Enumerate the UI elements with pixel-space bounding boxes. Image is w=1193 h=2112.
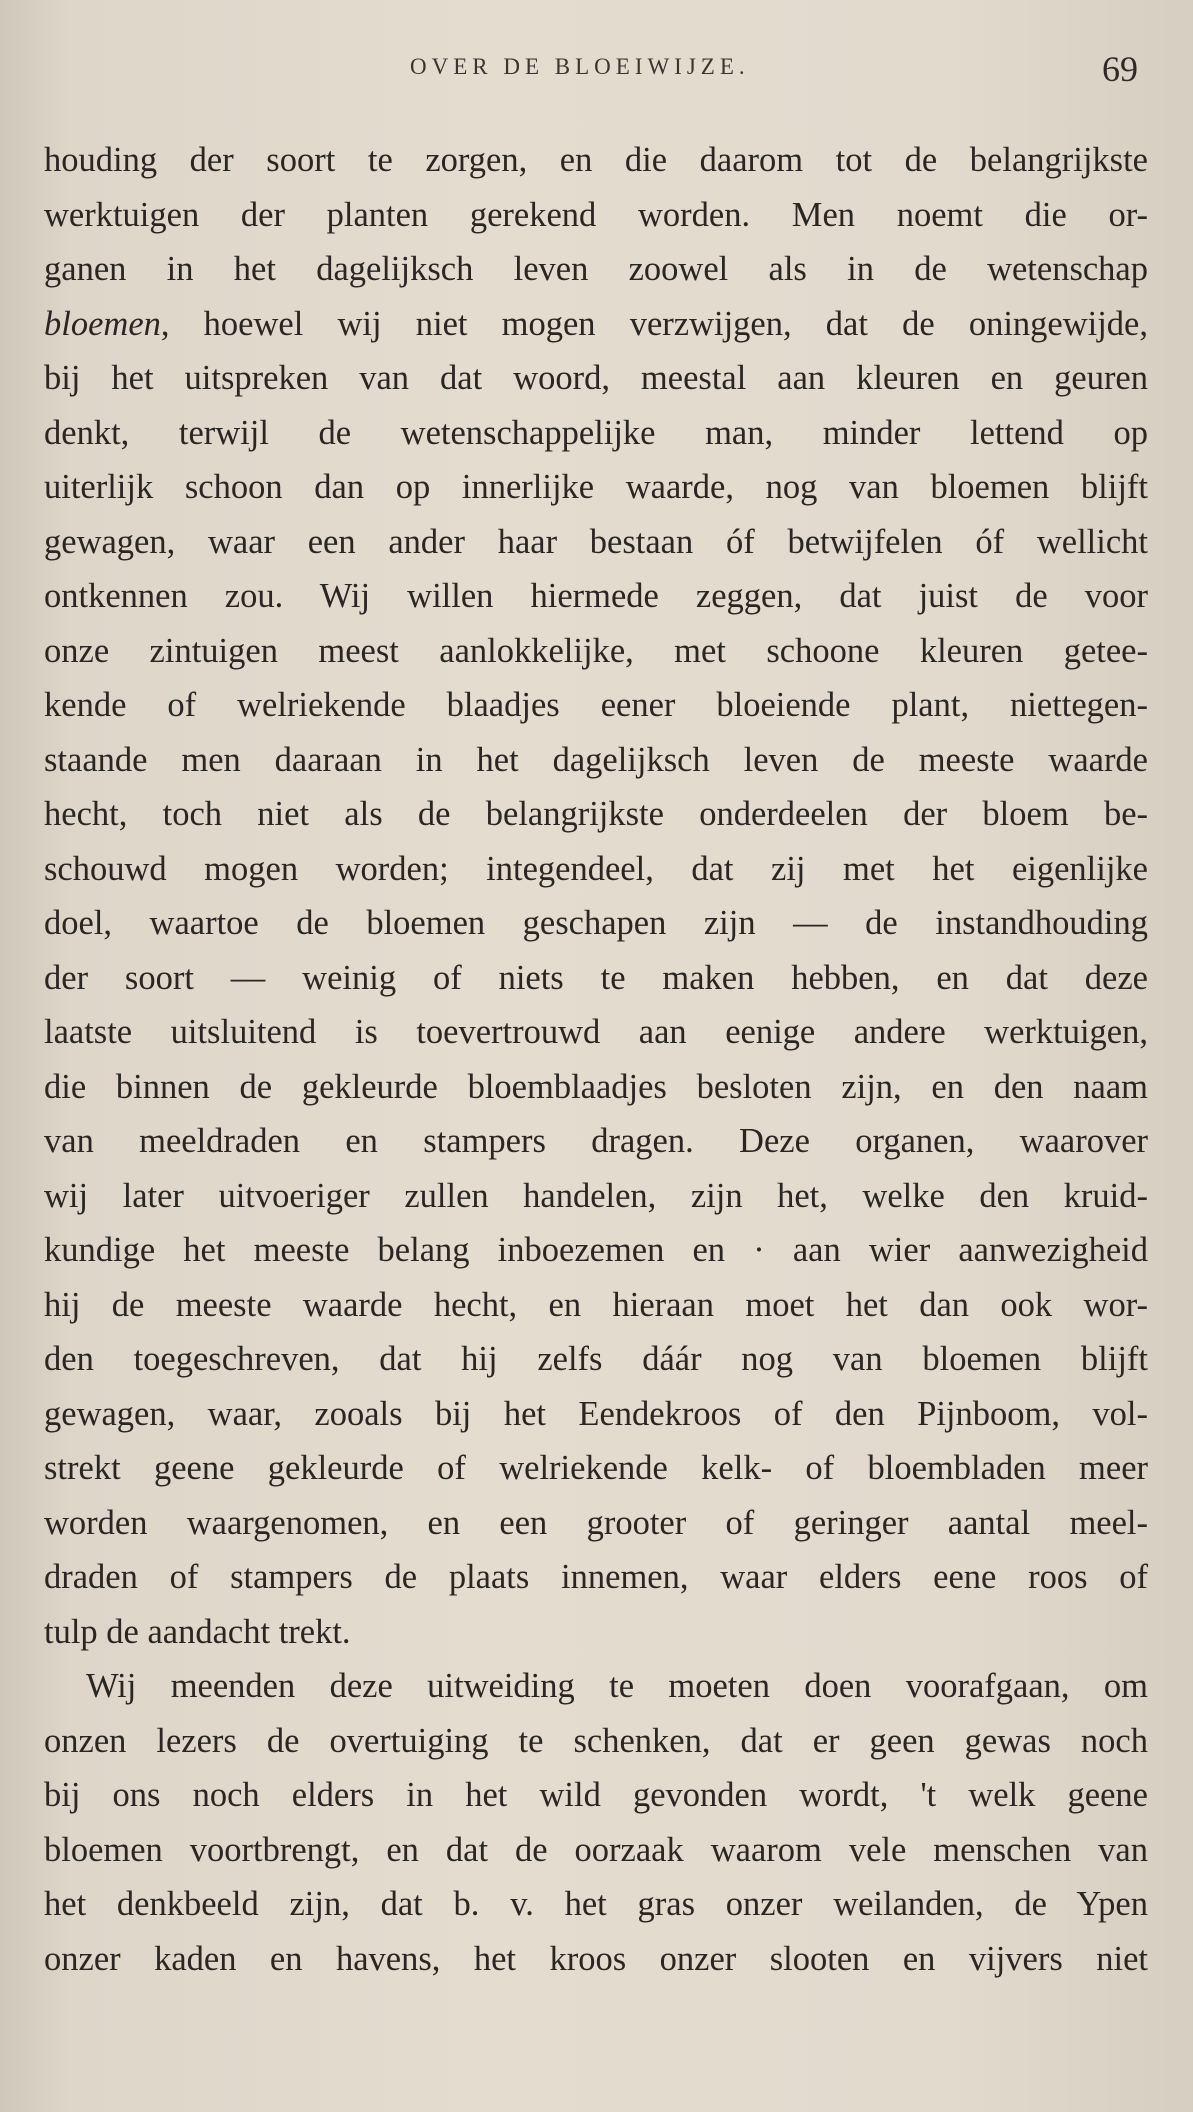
text-line: kundige het meeste belang inboezemen en · aan wier aanwezigheid [44,1231,1148,1269]
page-number: 69 [1102,49,1138,89]
text-line: onzen lezers de overtuiging te schenken, dat er geen gewas noch [44,1721,1148,1760]
body-text [44,133,1148,1986]
text-line: draden of stampers de plaats innemen, waar elders eene roos of [44,1558,1148,1596]
text-line: denkt, terwijl de wetenschappelijke man, minder lettend op [44,413,1148,452]
text-line-rest: , hoewel wij niet mogen verzwijgen, dat de oningewijde, [160,304,1148,343]
text-line: hecht, toch niet als de belangrijkste onderdeelen der bloem be- [44,795,1148,833]
paragraph-1 [44,133,1148,1659]
text-line: strekt geene gekleurde of welriekende kelk- of bloembladen meer [44,1449,1148,1487]
text-line: den toegeschreven, dat hij zelfs dáár nog van bloemen blijft [44,1340,1148,1378]
text-line: gewagen, waar een ander haar bestaan óf betwijfelen óf wellicht [44,522,1148,561]
italic-term: bloemen [44,304,161,343]
text-line: tulp de aandacht trekt. [44,1612,351,1651]
text-line: Wij meenden deze uitweiding te moeten doen voorafgaan, om [86,1667,1148,1705]
text-line: uiterlijk schoon dan op innerlijke waarde, nog van bloemen blijft [44,468,1148,506]
text-line: schouwd mogen worden; integendeel, dat zij met het eigenlijke [44,849,1148,888]
text-line: onze zintuigen meest aanlokkelijke, met schoone kleuren getee- [44,631,1148,670]
page-header [0,48,1193,94]
text-line: kende of welriekende blaadjes eener bloeiende plant, niettegen- [44,686,1148,724]
text-line: gewagen, waar, zooals bij het Eendekroos of den Pijnboom, vol- [44,1394,1148,1433]
text-line: die binnen de gekleurde bloemblaadjes besloten zijn, en den naam [44,1067,1148,1106]
text-line: ganen in het dagelijksch leven zoowel als in de wetenschap [44,250,1148,288]
text-line: werktuigen der planten gerekend worden. Men noemt die or- [44,195,1148,234]
text-line: ontkennen zou. Wij willen hiermede zeggen, dat juist de voor [44,577,1148,615]
text-line: bij ons noch elders in het wild gevonden wordt, 't welk geene [44,1776,1148,1814]
text-line: worden waargenomen, en een grooter of geringer aantal meel- [44,1503,1148,1542]
text-line: staande men daaraan in het dagelijksch leven de meeste waarde [44,740,1148,779]
text-line: houding der soort te zorgen, en die daarom tot de belangrijkste [44,141,1148,179]
text-line: doel, waartoe de bloemen geschapen zijn — de instandhouding [44,904,1148,942]
text-line: laatste uitsluitend is toevertrouwd aan eenige andere werktuigen, [44,1013,1148,1051]
text-line: der soort — weinig of niets te maken hebben, en dat deze [44,958,1148,997]
text-line: het denkbeeld zijn, dat b. v. het gras onzer weilanden, de Ypen [44,1885,1148,1923]
running-title: OVER DE BLOEIWIJZE. [410,54,750,79]
text-line: bloemen voortbrengt, en dat de oorzaak waarom vele menschen van [44,1830,1148,1869]
text-line: hij de meeste waarde hecht, en hieraan moet het dan ook wor- [44,1285,1148,1324]
text-line: bij het uitspreken van dat woord, meestal aan kleuren en geuren [44,359,1148,397]
text-line: onzer kaden en havens, het kroos onzer slooten en vijvers niet [44,1939,1148,1978]
text-line [44,297,1148,352]
text-line: wij later uitvoeriger zullen handelen, zijn het, welke den kruid- [44,1176,1148,1215]
text-line: van meeldraden en stampers dragen. Deze organen, waarover [44,1122,1148,1160]
paragraph-2 [44,1659,1148,1986]
